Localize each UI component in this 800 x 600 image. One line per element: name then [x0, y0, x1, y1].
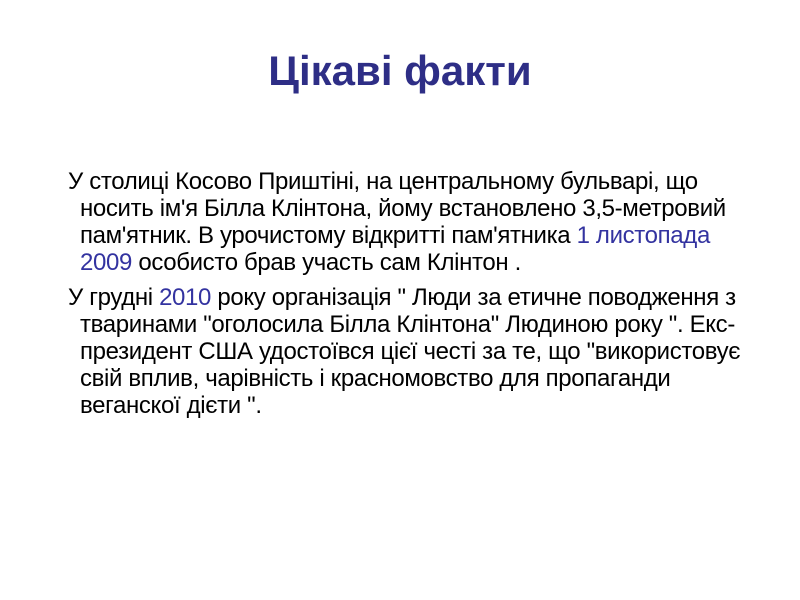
paragraph-award [62, 284, 762, 419]
paragraph-monument-text-end: особисто брав участь сам Клінтон . [132, 249, 521, 276]
year-link-2009[interactable]: 2009 [80, 249, 132, 276]
paragraph-award-text-start: У грудні [68, 284, 160, 311]
paragraph-monument [62, 168, 762, 276]
paragraph-award-text-end: року організація " Люди за етичне поводження з тваринами "оголосила Білла Клінтона" Людиною року ". Екс-президент США удостоївся цієї честі за те, що "використовує свій вплив, чарівність і красномовство для пропаганди веганскої дієти ". [80, 284, 741, 419]
slide-title: Цікаві факти [268, 47, 532, 94]
date-link[interactable]: 1 листопада [576, 222, 710, 249]
year-link-2010[interactable]: 2010 [159, 284, 212, 311]
paragraph-monument-text-start: У столиці Косово Приштіні, на центральному бульварі, що носить ім'я Білла Клінтона, йому встановлено 3,5-метровий пам'ятник. В урочистому відкритті пам'ятника [68, 168, 726, 249]
slide-body [62, 168, 762, 419]
